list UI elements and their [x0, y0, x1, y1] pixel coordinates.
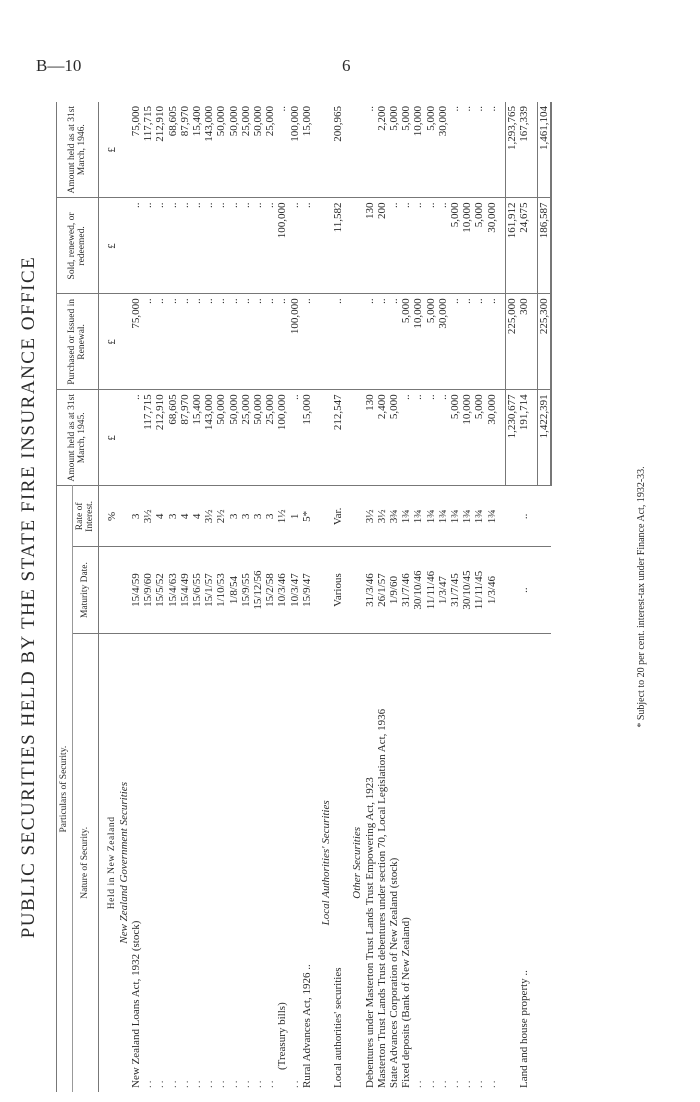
- security-nature: ..: [288, 1078, 301, 1088]
- amount-held-1945: 100,000: [276, 390, 288, 486]
- amount-held-1946: 5,000: [425, 102, 437, 198]
- maturity-date: 30/10/46: [412, 547, 424, 633]
- amount-purchased: ..: [203, 294, 215, 390]
- security-nature: Local authorities' securities: [332, 967, 345, 1088]
- interest-rate: 3: [130, 486, 142, 547]
- amount-sold: 5,000: [473, 198, 485, 294]
- total-sold: 186,587: [538, 198, 552, 294]
- interest-rate: Var.: [332, 486, 344, 547]
- amount-purchased: 75,000: [130, 294, 142, 390]
- security-nature: ..: [461, 1078, 474, 1088]
- pound-unit-purchased: £: [106, 294, 118, 390]
- amount-purchased: ..: [240, 294, 252, 390]
- pound-unit-sold: £: [106, 198, 118, 294]
- table-row: [449, 102, 461, 1092]
- amount-purchased: ..: [276, 294, 288, 390]
- amount-purchased: 5,000: [425, 294, 437, 390]
- section-local-authorities: Local Authorities' Securities: [319, 800, 332, 926]
- security-nature: ..: [412, 1078, 425, 1088]
- maturity-date: 15/12/56: [252, 547, 264, 633]
- security-nature: ..: [203, 1078, 216, 1088]
- interest-rate: 1¾: [400, 486, 412, 547]
- amount-held-1946: ..: [461, 102, 473, 198]
- amount-held-1946: 25,000: [264, 102, 276, 198]
- maturity-date: 11/11/46: [425, 547, 437, 633]
- maturity-date: 10/3/46: [276, 547, 288, 633]
- security-nature: ..: [448, 1078, 461, 1088]
- maturity-date: 1/8/54: [228, 547, 240, 633]
- interest-rate: 1½: [276, 486, 288, 547]
- amount-held-1945: 5,000: [473, 390, 485, 486]
- maturity-date: 1/3/47: [437, 547, 449, 633]
- amount-sold: ..: [130, 198, 142, 294]
- footnote: * Subject to 20 per cent. interest-tax under Finance Act, 1932-33.: [636, 466, 647, 728]
- amount-sold: 10,000: [461, 198, 473, 294]
- interest-rate: 1¾: [412, 486, 424, 547]
- amount-held-1945: 143,000: [203, 390, 215, 486]
- amount-held-1945: 50,000: [215, 390, 227, 486]
- security-nature: Debentures under Masterton Trust Lands Trust Empowering Act, 1923: [363, 777, 376, 1088]
- maturity-date: 15/2/58: [264, 547, 276, 633]
- interest-rate: 5*: [301, 486, 313, 547]
- amount-held-1946: 212,910: [154, 102, 166, 198]
- maturity-date: 15/1/57: [203, 547, 215, 633]
- amount-sold: ..: [154, 198, 166, 294]
- table-row: [332, 102, 344, 1092]
- amount-held-1946: 167,339: [518, 102, 530, 198]
- security-nature: ..: [264, 1078, 277, 1088]
- amount-purchased: 30,000: [437, 294, 449, 390]
- amount-held-1945: 25,000: [240, 390, 252, 486]
- table-row: [301, 102, 313, 1092]
- purchased-header: Purchased or Issued in Renewal.: [57, 294, 99, 390]
- amount-held-1946: 50,000: [252, 102, 264, 198]
- interest-rate: 3½: [142, 486, 154, 547]
- security-nature: (Treasury bills): [276, 1002, 289, 1070]
- maturity-date: 15/6/55: [191, 547, 203, 633]
- maturity-date: 31/7/46: [400, 547, 412, 633]
- amount-purchased: 10,000: [412, 294, 424, 390]
- table-row: [412, 102, 424, 1092]
- amount-held-1946: 10,000: [412, 102, 424, 198]
- amount-held-1945: 15,400: [191, 390, 203, 486]
- amount-held-1946: 15,000: [301, 102, 313, 198]
- table-row: [142, 102, 154, 1092]
- interest-rate: 3: [252, 486, 264, 547]
- amount-held-1945: 191,714: [518, 390, 530, 486]
- held-1945-header: Amount held as at 31st March, 1945.: [57, 390, 99, 486]
- amount-held-1945: 117,715: [142, 390, 154, 486]
- table-row: [154, 102, 166, 1092]
- amount-held-1946: ..: [449, 102, 461, 198]
- interest-rate: 3½: [364, 486, 376, 547]
- amount-held-1946: ..: [486, 102, 498, 198]
- amount-held-1946: 117,715: [142, 102, 154, 198]
- amount-purchased: ..: [179, 294, 191, 390]
- table-row: [252, 102, 264, 1092]
- amount-held-1946: 75,000: [130, 102, 142, 198]
- table-row: [167, 102, 179, 1092]
- amount-held-1945: 212,547: [332, 390, 344, 486]
- amount-purchased: ..: [252, 294, 264, 390]
- amount-held-1945: ..: [400, 390, 412, 486]
- page-number: 6: [342, 56, 351, 75]
- table-row: [228, 102, 240, 1092]
- amount-held-1946: 15,400: [191, 102, 203, 198]
- security-nature: ..: [239, 1078, 252, 1088]
- amount-held-1946: ..: [473, 102, 485, 198]
- amount-held-1945: ..: [412, 390, 424, 486]
- security-nature: New Zealand Loans Act, 1932 (stock): [129, 920, 142, 1088]
- amount-sold: 200: [376, 198, 388, 294]
- interest-rate: 4: [154, 486, 166, 547]
- table-row: [130, 102, 142, 1092]
- security-nature: Land and house property ..: [518, 970, 530, 1088]
- table-row: [215, 102, 227, 1092]
- security-nature: Rural Advances Act, 1926 ..: [300, 964, 313, 1088]
- amount-held-1945: ..: [130, 390, 142, 486]
- table-row: [388, 102, 400, 1092]
- amount-sold: ..: [264, 198, 276, 294]
- total-h45: 1,422,391: [538, 390, 552, 486]
- total-row: [538, 102, 552, 1092]
- security-nature: ..: [190, 1078, 203, 1088]
- section-other-securities: Other Securities: [351, 826, 364, 899]
- amount-sold: ..: [388, 198, 400, 294]
- amount-held-1946: 5,000: [400, 102, 412, 198]
- amount-held-1945: ..: [437, 390, 449, 486]
- amount-sold: ..: [412, 198, 424, 294]
- maturity-date: 1/9/60: [388, 547, 400, 633]
- nature-header: Nature of Security.: [72, 633, 98, 1092]
- particulars-header: Particulars of Security.: [57, 486, 73, 1092]
- amount-purchased: ..: [473, 294, 485, 390]
- amount-held-1945: 25,000: [264, 390, 276, 486]
- amount-held-1945: 30,000: [486, 390, 498, 486]
- security-nature: Fixed deposits (Bank of New Zealand): [400, 917, 413, 1088]
- securities-table: [56, 102, 552, 1092]
- table-row: [486, 102, 498, 1092]
- amount-held-1945: 50,000: [228, 390, 240, 486]
- amount-sold: ..: [203, 198, 215, 294]
- interest-rate: 1¾: [449, 486, 461, 547]
- table-row: [191, 102, 203, 1092]
- amount-held-1945: 130: [364, 390, 376, 486]
- amount-held-1945: 50,000: [252, 390, 264, 486]
- interest-rate: 4: [179, 486, 191, 547]
- interest-rate: 1¾: [486, 486, 498, 547]
- amount-sold: 11,582: [332, 198, 344, 294]
- section-held-nz: Held in New Zealand: [106, 816, 117, 910]
- amount-sold: ..: [400, 198, 412, 294]
- amount-sold: 24,675: [518, 198, 530, 294]
- amount-held-1945: 5,000: [388, 390, 400, 486]
- amount-sold: ..: [228, 198, 240, 294]
- amount-purchased: ..: [364, 294, 376, 390]
- maturity-date: 11/11/45: [473, 547, 485, 633]
- amount-held-1945: 87,970: [179, 390, 191, 486]
- subtotal-sold: 161,912: [505, 198, 518, 294]
- amount-sold: ..: [425, 198, 437, 294]
- maturity-date: 15/4/49: [179, 547, 191, 633]
- interest-rate: 3: [228, 486, 240, 547]
- maturity-date: 30/10/45: [461, 547, 473, 633]
- maturity-date: ..: [518, 547, 530, 633]
- interest-rate: 3¾: [388, 486, 400, 547]
- maturity-date: 15/4/63: [167, 547, 179, 633]
- security-nature: ..: [142, 1078, 155, 1088]
- amount-held-1945: ..: [289, 390, 301, 486]
- security-nature: ..: [154, 1078, 167, 1088]
- amount-sold: 5,000: [449, 198, 461, 294]
- maturity-date: 15/9/60: [142, 547, 154, 633]
- maturity-date: 31/7/45: [449, 547, 461, 633]
- interest-rate: 1¾: [437, 486, 449, 547]
- interest-rate: 3: [240, 486, 252, 547]
- interest-rate: ..: [518, 486, 530, 547]
- rotated-table-page: [18, 102, 658, 1092]
- amount-held-1946: 68,605: [167, 102, 179, 198]
- security-nature: ..: [424, 1078, 437, 1088]
- amount-purchased: ..: [449, 294, 461, 390]
- interest-rate: 3½: [203, 486, 215, 547]
- amount-purchased: ..: [461, 294, 473, 390]
- maturity-date: 26/1/57: [376, 547, 388, 633]
- amount-held-1946: 87,970: [179, 102, 191, 198]
- amount-held-1946: 200,965: [332, 102, 344, 198]
- amount-purchased: ..: [191, 294, 203, 390]
- table-row: [264, 102, 276, 1092]
- amount-sold: 130: [364, 198, 376, 294]
- amount-sold: 100,000: [276, 198, 288, 294]
- pound-unit-1945: £: [106, 390, 118, 486]
- table-row: [203, 102, 215, 1092]
- amount-purchased: ..: [332, 294, 344, 390]
- amount-held-1946: ..: [276, 102, 288, 198]
- security-nature: State Advances Corporation of New Zealand (stock): [387, 857, 400, 1088]
- subtotal-h45: 1,230,677: [505, 390, 518, 486]
- amount-held-1945: 212,910: [154, 390, 166, 486]
- percent-unit: %: [106, 486, 118, 547]
- amount-sold: ..: [142, 198, 154, 294]
- subtotal-row: [505, 102, 518, 1092]
- table-row: [376, 102, 388, 1092]
- amount-purchased: ..: [388, 294, 400, 390]
- security-nature: ..: [178, 1078, 191, 1088]
- amount-held-1946: 50,000: [215, 102, 227, 198]
- amount-sold: ..: [167, 198, 179, 294]
- amount-purchased: ..: [167, 294, 179, 390]
- amount-held-1945: 15,000: [301, 390, 313, 486]
- table-row: [276, 102, 288, 1092]
- interest-rate: 3: [167, 486, 179, 547]
- securities-body: [98, 102, 551, 1092]
- table-row: [179, 102, 191, 1092]
- amount-held-1946: ..: [364, 102, 376, 198]
- table-row: [437, 102, 449, 1092]
- interest-rate: 3: [264, 486, 276, 547]
- amount-held-1946: 143,000: [203, 102, 215, 198]
- amount-purchased: ..: [215, 294, 227, 390]
- interest-rate: 1¾: [473, 486, 485, 547]
- table-row: [364, 102, 376, 1092]
- section-nz-govt: New Zealand Government Securities: [117, 782, 130, 944]
- amount-held-1946: 25,000: [240, 102, 252, 198]
- amount-sold: ..: [240, 198, 252, 294]
- amount-sold: 30,000: [486, 198, 498, 294]
- amount-held-1945: ..: [425, 390, 437, 486]
- maturity-date: 31/3/46: [364, 547, 376, 633]
- amount-sold: ..: [289, 198, 301, 294]
- sold-header: Sold, renewed, or redeemed.: [57, 198, 99, 294]
- subtotal-h46: 1,293,765: [505, 102, 518, 198]
- security-nature: ..: [485, 1078, 498, 1088]
- amount-sold: ..: [301, 198, 313, 294]
- security-nature: ..: [215, 1078, 228, 1088]
- amount-purchased: ..: [264, 294, 276, 390]
- maturity-date: 15/5/52: [154, 547, 166, 633]
- total-pur: 225,300: [538, 294, 552, 390]
- security-nature: Masterton Trust Lands Trust debentures under section 70, Local Legislation Act, 1936: [375, 708, 388, 1088]
- maturity-date: 15/4/59: [130, 547, 142, 633]
- interest-rate: 1: [289, 486, 301, 547]
- amount-purchased: ..: [301, 294, 313, 390]
- amount-purchased: ..: [154, 294, 166, 390]
- interest-rate: 2½: [215, 486, 227, 547]
- interest-rate: 1¾: [461, 486, 473, 547]
- maturity-date: Various: [332, 547, 344, 633]
- amount-held-1946: 50,000: [228, 102, 240, 198]
- interest-rate: 4: [191, 486, 203, 547]
- maturity-date: 15/9/55: [240, 547, 252, 633]
- security-nature: ..: [227, 1078, 240, 1088]
- security-nature: ..: [473, 1078, 486, 1088]
- pound-unit-1946: £: [106, 102, 118, 198]
- table-row: [425, 102, 437, 1092]
- maturity-date: 1/3/46: [486, 547, 498, 633]
- table-row: [473, 102, 485, 1092]
- security-nature: ..: [251, 1078, 264, 1088]
- security-nature: ..: [436, 1078, 449, 1088]
- page-title: PUBLIC SECURITIES HELD BY THE STATE FIRE INSURANCE OFFICE: [18, 255, 39, 939]
- maturity-date: 15/9/47: [301, 547, 313, 633]
- maturity-date: 1/10/53: [215, 547, 227, 633]
- amount-sold: ..: [179, 198, 191, 294]
- amount-purchased: 300: [518, 294, 530, 390]
- amount-sold: ..: [191, 198, 203, 294]
- total-h46: 1,461,104: [538, 102, 552, 198]
- amount-sold: ..: [215, 198, 227, 294]
- interest-rate: 1¾: [425, 486, 437, 547]
- amount-held-1945: 10,000: [461, 390, 473, 486]
- table-row: [400, 102, 412, 1092]
- amount-held-1945: 68,605: [167, 390, 179, 486]
- table-row: [461, 102, 473, 1092]
- maturity-header: Maturity Date.: [72, 547, 98, 633]
- subtotal-pur: 225,000: [505, 294, 518, 390]
- amount-held-1946: 2,200: [376, 102, 388, 198]
- amount-purchased: 100,000: [289, 294, 301, 390]
- amount-purchased: ..: [228, 294, 240, 390]
- table-row: [289, 102, 301, 1092]
- amount-purchased: 5,000: [400, 294, 412, 390]
- amount-held-1946: 30,000: [437, 102, 449, 198]
- amount-held-1946: 5,000: [388, 102, 400, 198]
- page-reference: B—10: [36, 56, 82, 75]
- maturity-date: 10/3/47: [289, 547, 301, 633]
- held-1946-header: Amount held as at 31st March, 1946.: [57, 102, 99, 198]
- amount-held-1945: 2,400: [376, 390, 388, 486]
- security-nature: ..: [166, 1078, 179, 1088]
- amount-sold: ..: [437, 198, 449, 294]
- land-row: [518, 102, 530, 1092]
- amount-purchased: ..: [486, 294, 498, 390]
- amount-purchased: ..: [376, 294, 388, 390]
- table-row: [240, 102, 252, 1092]
- rate-header: Rate of Interest.: [72, 486, 98, 547]
- amount-purchased: ..: [142, 294, 154, 390]
- amount-held-1945: 5,000: [449, 390, 461, 486]
- amount-sold: ..: [252, 198, 264, 294]
- amount-held-1946: 100,000: [289, 102, 301, 198]
- interest-rate: 3½: [376, 486, 388, 547]
